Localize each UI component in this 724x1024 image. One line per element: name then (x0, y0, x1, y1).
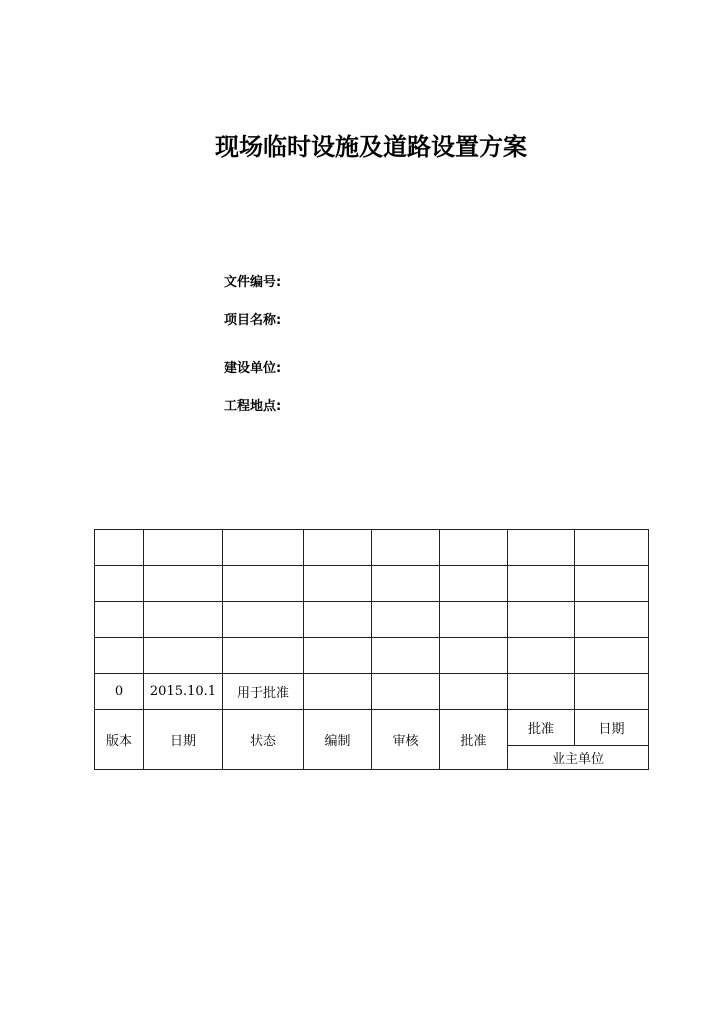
table-cell (440, 602, 508, 638)
field-construction-unit: 建设单位: (224, 361, 282, 376)
table-cell (223, 566, 304, 602)
table-cell (144, 530, 223, 566)
table-cell (508, 566, 575, 602)
table-cell (508, 530, 575, 566)
table-cell (223, 638, 304, 674)
table-cell (223, 602, 304, 638)
table-cell (95, 530, 144, 566)
table-cell (372, 674, 440, 710)
header-cell: 版本 (95, 710, 144, 770)
header-cell: 批准 (440, 710, 508, 770)
document-title: 现场临时设施及道路设置方案 (215, 133, 527, 161)
table-cell (575, 566, 649, 602)
table-cell (144, 566, 223, 602)
table-cell (95, 638, 144, 674)
field-project-location: 工程地点: (224, 399, 282, 414)
header-cell: 审核 (372, 710, 440, 770)
table-cell (304, 674, 372, 710)
revision-table (94, 529, 649, 770)
owner-header-cell: 日期 (575, 710, 649, 746)
table-row (95, 638, 649, 674)
table-row (95, 602, 649, 638)
table-cell (440, 638, 508, 674)
table-cell (144, 602, 223, 638)
table-cell: 2015.10.1 (144, 674, 223, 710)
table-cell (144, 638, 223, 674)
table-cell (440, 530, 508, 566)
table-cell (304, 602, 372, 638)
table-cell (508, 602, 575, 638)
table-cell (223, 530, 304, 566)
table-cell (95, 566, 144, 602)
table-cell (575, 530, 649, 566)
table-cell (575, 638, 649, 674)
field-project-name: 项目名称: (224, 313, 282, 328)
table-cell (575, 674, 649, 710)
table-cell (440, 566, 508, 602)
header-row (95, 710, 649, 746)
table-row (95, 530, 649, 566)
table-cell: 用于批准 (223, 674, 304, 710)
table-cell (372, 638, 440, 674)
header-cell: 日期 (144, 710, 223, 770)
table-cell (508, 638, 575, 674)
header-cell: 编制 (304, 710, 372, 770)
table-row (95, 566, 649, 602)
header-cell: 状态 (223, 710, 304, 770)
owner-header-cell: 批准 (508, 710, 575, 746)
table-cell (372, 530, 440, 566)
table-cell (508, 674, 575, 710)
table-cell (95, 602, 144, 638)
table-cell (372, 602, 440, 638)
table-cell (304, 638, 372, 674)
table-row (95, 674, 649, 710)
table-cell (440, 674, 508, 710)
table-cell (575, 602, 649, 638)
owner-label-cell: 业主单位 (508, 746, 649, 770)
table-cell (304, 530, 372, 566)
table-cell (372, 566, 440, 602)
table-cell (304, 566, 372, 602)
field-file-number: 文件编号: (224, 275, 282, 290)
table-cell: 0 (95, 674, 144, 710)
